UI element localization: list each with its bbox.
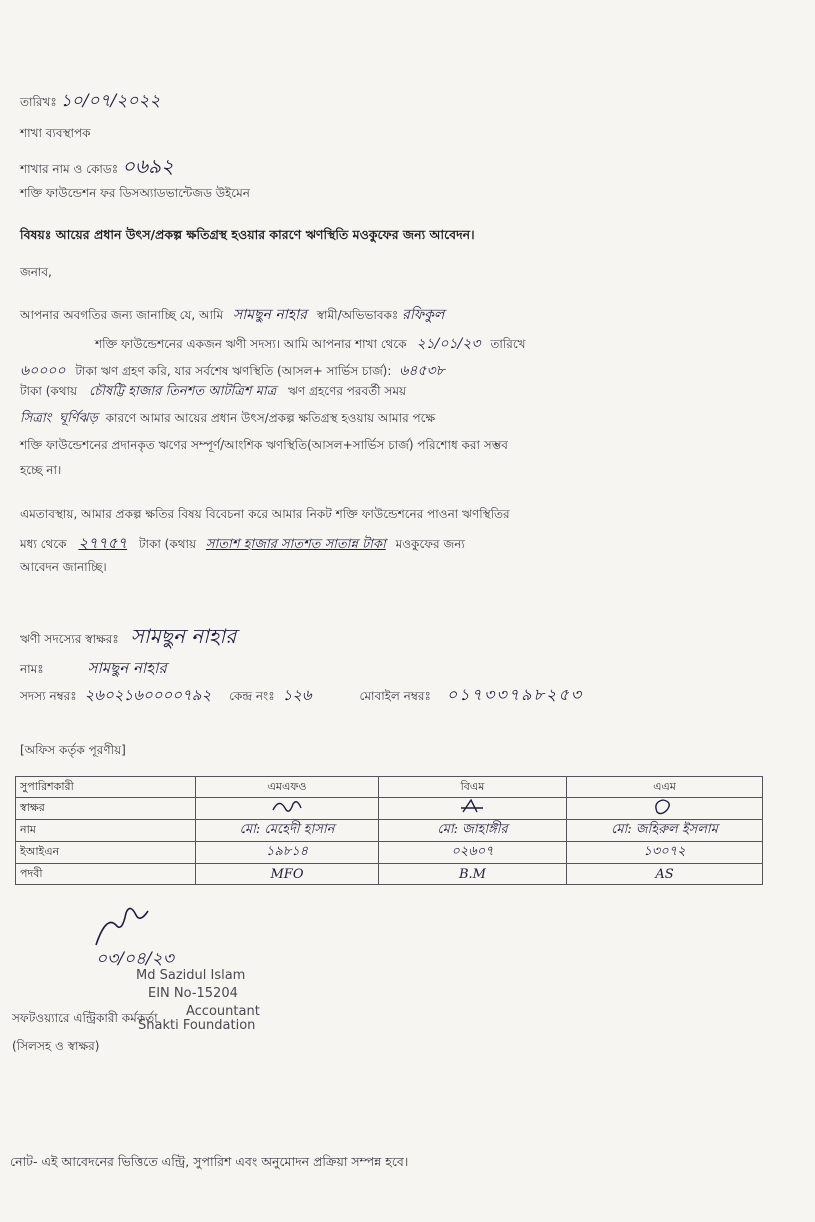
header-mfo: এমএফও — [196, 777, 379, 798]
table-row — [16, 798, 763, 820]
am-name: মো: জহিরুল ইসলাম — [567, 820, 763, 842]
loan-amount-handwritten: ৬০০০০ — [20, 363, 66, 379]
branch-line — [20, 152, 174, 185]
para1-text: স্বামী/অভিভাবকঃ — [316, 308, 399, 322]
entry-officer-sublabel: (সিলসহ ও স্বাক্ষর) — [12, 1039, 100, 1053]
date-label: তারিখঃ — [20, 95, 57, 109]
signature-scribble-icon — [453, 798, 493, 816]
row-label-name: নাম — [16, 820, 196, 842]
para2-line2 — [20, 532, 465, 557]
para1-line6: শক্তি ফাউন্ডেশনের প্রদানকৃত ঋণের সম্পূর্ণ/আংশিক ঋণস্থিতি(আসল+সার্ভিস চার্জ) পরিশোধ করা সম্ভব — [20, 438, 508, 452]
mobile-no: ০১৭৩৩৭৯৮২৫৩ — [446, 685, 584, 704]
table-row — [16, 820, 763, 842]
para2-line3: আবেদন জানাচ্ছি। — [20, 560, 107, 574]
bm-signature — [379, 798, 567, 820]
para1-line4 — [20, 382, 406, 403]
table-header-row — [16, 777, 763, 798]
mfo-name: মো: মেহেদী হাসান — [196, 820, 379, 842]
para2-line1: এমতাবস্থায়, আমার প্রকল্প ক্ষতির বিষয় বিবেচনা করে আমার নিকট শক্তি ফাউন্ডেশনের পাওনা ঋণস্থিতির — [20, 507, 510, 521]
mfo-signature — [196, 798, 379, 820]
branch-code: ০৬৯২ — [121, 154, 174, 178]
center-label: কেন্দ্র নংঃ — [229, 689, 275, 703]
am-ein: ১৩০৭২ — [567, 842, 763, 864]
center-no: ১২৬ — [282, 686, 312, 704]
signature-scribble-icon — [267, 798, 307, 816]
para2-text: মওকুফের জন্য — [395, 537, 465, 551]
officer-signature-scribble-icon — [92, 905, 152, 950]
date-line — [20, 88, 161, 116]
signature-scribble-icon — [645, 798, 685, 816]
para1-text: টাকা ঋণ গ্রহণ করি, যার সর্বশেষ ঋণস্থিতি (আসল+ সার্ভিস চার্জ): — [75, 364, 392, 378]
row-label-ein: ইআইএন — [16, 842, 196, 864]
stamp-org: Shakti Foundation — [138, 1018, 256, 1033]
para2-text: টাকা (কথায় — [138, 537, 197, 551]
entry-officer-label: সফটওয়্যারে এন্ট্রিকারী কর্মকর্তা — [12, 1011, 158, 1025]
table-row — [16, 864, 763, 885]
stamp-ein: EIN No-15204 — [148, 986, 238, 1001]
waive-words-handwritten: সাতাশ হাজার সাতশত সাতান্ন টাকা — [205, 537, 386, 552]
applicant-ids-line — [20, 682, 583, 709]
member-no-label: সদস্য নম্বরঃ — [20, 689, 77, 703]
para1-line5 — [20, 409, 435, 430]
approval-table — [15, 776, 763, 885]
para1-text: ঋণ গ্রহণের পরবর্তী সময় — [287, 384, 407, 398]
am-designation: AS — [567, 864, 763, 885]
bm-ein: ০২৬০৭ — [379, 842, 567, 864]
para1-text: আপনার অবগতির জন্য জানাচ্ছি যে, আমি — [20, 308, 224, 322]
applicant-signature: সামছুন নাহার — [130, 624, 237, 648]
footer-note: নোট- এই আবেদনের ভিত্তিতে এন্ট্রি, সুপারিশ এবং অনুমোদন প্রক্রিয়া সম্পন্ন হবে। — [10, 1154, 409, 1169]
bm-name: মো: জাহাঙ্গীর — [379, 820, 567, 842]
storm-name-handwritten: সিত্রাং — [20, 411, 52, 426]
cause-handwritten: ঘূর্ণিঝড় — [59, 411, 98, 426]
bm-designation: B.M — [379, 864, 567, 885]
member-name-handwritten: সামছুন নাহার — [232, 307, 307, 323]
para1-line3 — [20, 359, 445, 383]
applicant-name-line — [20, 657, 167, 682]
row-label-designation: পদবী — [16, 864, 196, 885]
table-row — [16, 842, 763, 864]
guardian-name-handwritten: রফিকুল — [402, 307, 445, 323]
para2-text: মধ্য থেকে — [20, 537, 67, 551]
stamp-role: Accountant — [186, 1004, 260, 1019]
addressee: শাখা ব্যবস্থাপক — [20, 126, 91, 140]
office-use-note: [অফিস কর্তৃক পূরণীয়] — [20, 743, 126, 757]
loan-date-handwritten: ২১/০১/২৩ — [416, 336, 481, 352]
para1-text: টাকা (কথায় — [20, 384, 78, 398]
balance-handwritten: ৬৪৫৩৮ — [399, 363, 445, 379]
member-no: ২৬০২১৬০০০০৭৯২ — [84, 686, 212, 704]
amount-words-handwritten: চৌষট্টি হাজার তিনশত আটত্রিশ মাত্র — [88, 384, 277, 399]
row-label-signature: স্বাক্ষর — [16, 798, 196, 820]
officer-sign-date: ০৩/০৪/২৩ — [96, 949, 174, 969]
applicant-signature-line — [20, 622, 236, 655]
waive-amount-handwritten: ২৭৭৫৭ — [78, 534, 128, 552]
signature-label: ঋণী সদস্যের স্বাক্ষরঃ — [20, 632, 119, 646]
para1-line1 — [20, 303, 444, 327]
mobile-label: মোবাইল নম্বরঃ — [359, 689, 431, 703]
branch-label: শাখার নাম ও কোডঃ — [20, 162, 119, 176]
applicant-name: সামছুন নাহার — [87, 659, 167, 677]
header-recommender: সুপারিশকারী — [16, 777, 196, 798]
para1-text: শক্তি ফাউন্ডেশনের একজন ঋণী সদস্য। আমি আপনার শাখা থেকে — [95, 337, 407, 351]
header-am: এএম — [567, 777, 763, 798]
para1-text: কারণে আমার আয়ের প্রধান উৎস/প্রকল্প ক্ষতিগ্রস্থ হওয়ায় আমার পক্ষে — [105, 411, 436, 425]
para1-line7: হচ্ছে না। — [20, 463, 62, 477]
mfo-ein: ১৯৮১৪ — [196, 842, 379, 864]
stamp-name: Md Sazidul Islam — [136, 968, 246, 983]
date-value: ১০/০৭/২০২২ — [60, 91, 161, 111]
mfo-designation: MFO — [196, 864, 379, 885]
para1-line2 — [95, 332, 526, 356]
salutation: জনাব, — [20, 265, 52, 279]
header-bm: বিএম — [379, 777, 567, 798]
name-label: নামঃ — [20, 662, 44, 676]
organization-name: শক্তি ফাউন্ডেশন ফর ডিসঅ্যাডভান্টেজড উইমেন — [20, 186, 250, 200]
subject-line: বিষয়ঃ আয়ের প্রধান উৎস/প্রকল্প ক্ষতিগ্রস্থ হওয়ার কারণে ঋণস্থিতি মওকুফের জন্য আবেদন। — [20, 227, 475, 242]
am-signature — [567, 798, 763, 820]
para1-text: তারিখে — [490, 337, 526, 351]
